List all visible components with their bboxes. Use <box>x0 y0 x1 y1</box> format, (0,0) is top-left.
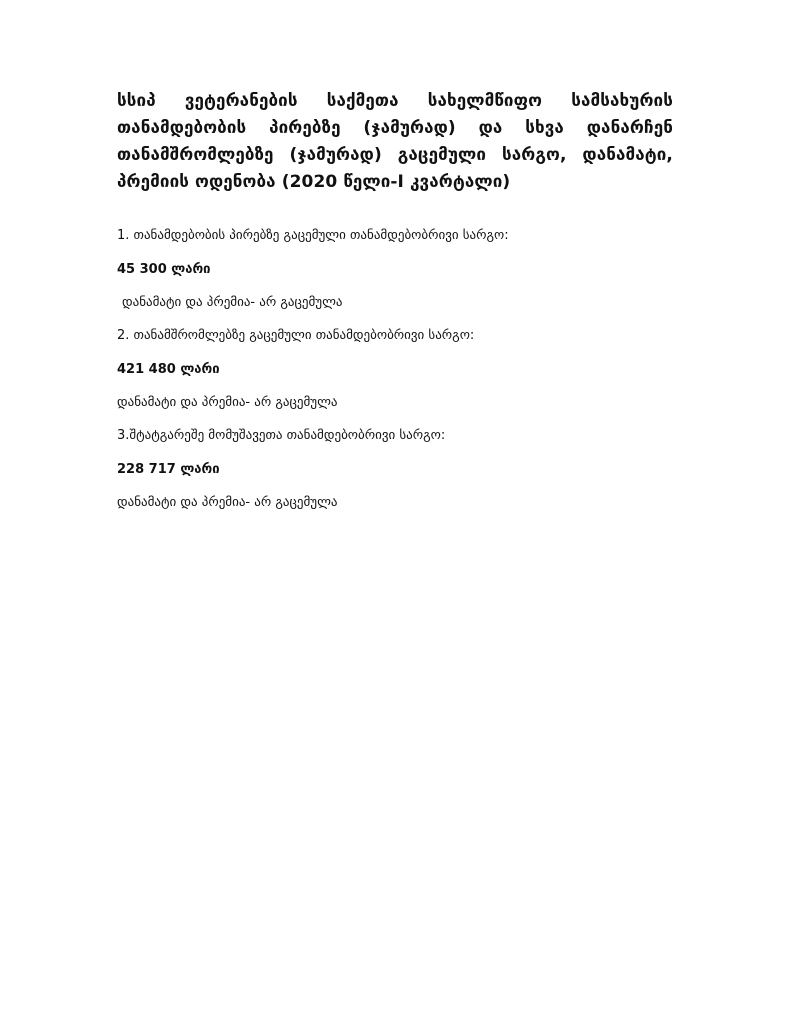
section-2-heading: 2. თანამშრომლებზე გაცემული თანამდებობრივი სარგო: <box>117 328 475 343</box>
section-3-amount: 228 717 ლარი <box>117 462 220 477</box>
section-2-amount: 421 480 ლარი <box>117 362 220 377</box>
section-1-amount: 45 300 ლარი <box>117 262 211 277</box>
section-1-note: დანამატი და პრემია- არ გაცემულა <box>122 295 343 310</box>
section-2-note: დანამატი და პრემია- არ გაცემულა <box>117 395 338 410</box>
section-1-heading: 1. თანამდებობის პირებზე გაცემული თანამდებობრივი სარგო: <box>117 228 509 243</box>
section-3-heading: 3.შტატგარეშე მომუშავეთა თანამდებობრივი სარგო: <box>117 428 446 443</box>
section-3-note: დანამატი და პრემია- არ გაცემულა <box>117 495 338 510</box>
document-title: სსიპ ვეტერანების საქმეთა სახელმწიფო სამსახურის თანამდებობის პირებზე (ჯამურად) და სხვა დანარჩენ თანამშრომლებზე (ჯამურად) გაცემული სარგო, დანამატი, პრემიის ოდენობა (2020 წელი-I კვარტალი) <box>117 91 673 192</box>
document-body <box>117 227 673 527</box>
